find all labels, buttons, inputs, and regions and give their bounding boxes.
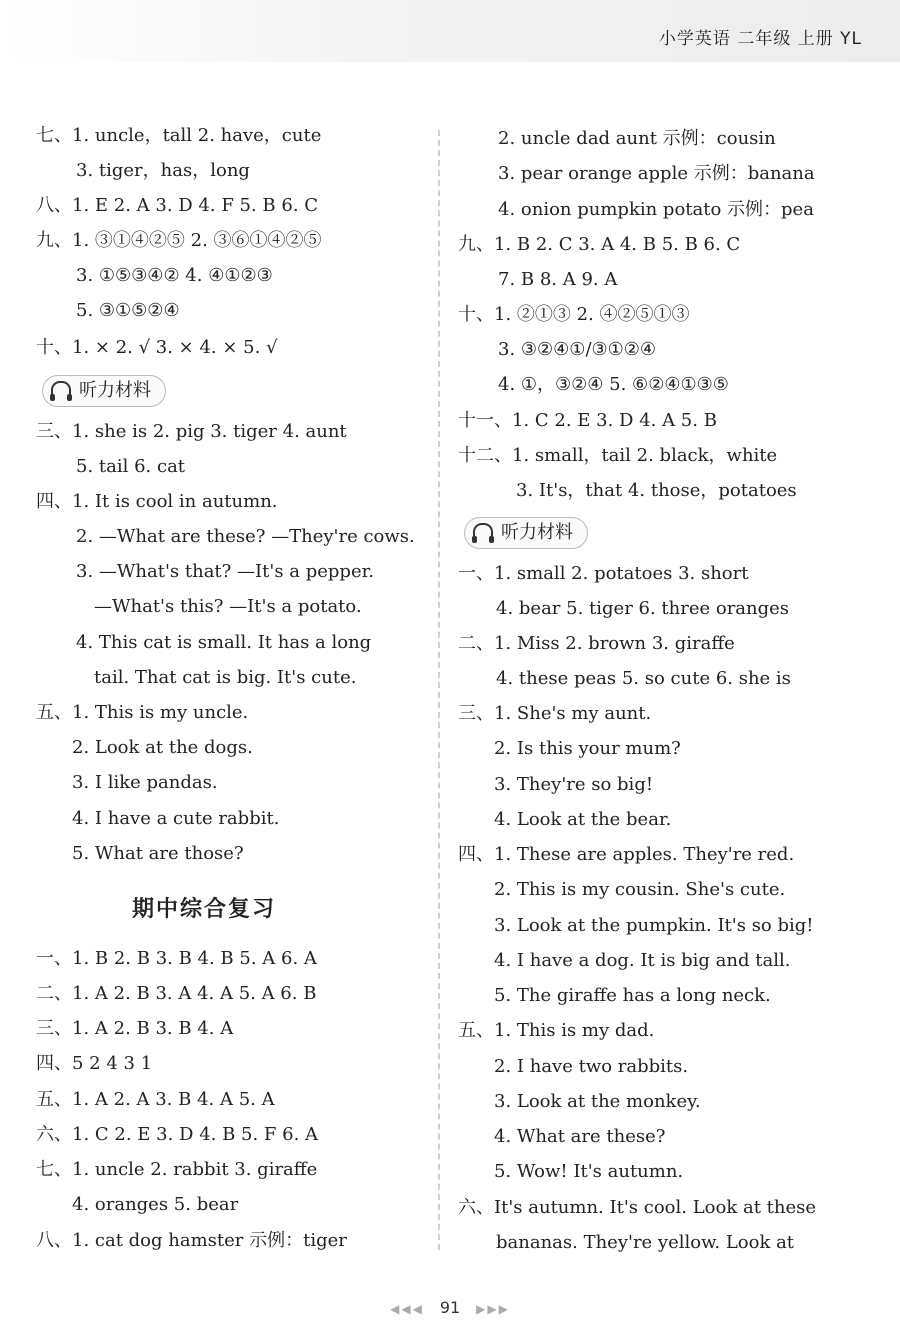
answer-line: 5. The giraffe has a long neck. bbox=[494, 985, 771, 1006]
answer-line: 2. —What are these? —They're cows. bbox=[76, 526, 415, 547]
page-footer bbox=[0, 1298, 900, 1317]
answer-line: 二、1. A 2. B 3. A 4. A 5. A 6. B bbox=[36, 983, 317, 1004]
answer-line: 3. They're so big! bbox=[494, 774, 654, 795]
book-title: 小学英语 二年级 上册 YL bbox=[658, 29, 862, 49]
answer-line: 三、1. A 2. B 3. B 4. A bbox=[36, 1018, 234, 1039]
answer-line: 八、1. E 2. A 3. D 4. F 5. B 6. C bbox=[36, 195, 319, 216]
answer-line: 4. ①，③②④ 5. ⑥②④①③⑤ bbox=[498, 374, 729, 395]
answer-line: 5. What are those? bbox=[72, 843, 244, 864]
answer-line: 3. ③②④①/③①②④ bbox=[498, 339, 657, 360]
answer-line: 3. Look at the pumpkin. It's so big! bbox=[494, 915, 814, 936]
answer-line: bananas. They're yellow. Look at bbox=[496, 1232, 795, 1253]
answer-line: 4. Look at the bear. bbox=[494, 809, 672, 830]
answer-line: 五、1. This is my dad. bbox=[458, 1020, 655, 1041]
answer-line: 五、1. This is my uncle. bbox=[36, 702, 249, 723]
answer-line: 3. tiger，has，long bbox=[76, 160, 250, 181]
listening-label: 听力材料 bbox=[501, 522, 573, 543]
listening-label: 听力材料 bbox=[79, 380, 151, 401]
answer-line: 5. tail 6. cat bbox=[76, 456, 186, 477]
answer-line: 七、1. uncle，tall 2. have，cute bbox=[36, 125, 322, 146]
answer-line: 3. I like pandas. bbox=[72, 772, 218, 793]
answer-line: 2. I have two rabbits. bbox=[494, 1056, 689, 1077]
answer-line: 2. Is this your mum? bbox=[494, 738, 681, 759]
answer-line: 7. B 8. A 9. A bbox=[498, 269, 618, 290]
listening-material-tag bbox=[42, 375, 166, 407]
answer-line: 九、1. B 2. C 3. A 4. B 5. B 6. C bbox=[458, 234, 741, 255]
answer-line: tail. That cat is big. It's cute. bbox=[94, 667, 357, 688]
answer-line: 四、5 2 4 3 1 bbox=[36, 1053, 153, 1074]
headphones-icon bbox=[473, 523, 493, 539]
answer-line: 六、1. C 2. E 3. D 4. B 5. F 6. A bbox=[36, 1124, 319, 1145]
answer-line: 4. onion pumpkin potato 示例：pea bbox=[498, 199, 814, 220]
listening-material-tag bbox=[464, 517, 588, 549]
answer-line: 三、1. she is 2. pig 3. tiger 4. aunt bbox=[36, 421, 347, 442]
answer-line: 五、1. A 2. A 3. B 4. A 5. A bbox=[36, 1089, 275, 1110]
answer-line: 四、1. It is cool in autumn. bbox=[36, 491, 278, 512]
answer-line: 4. oranges 5. bear bbox=[72, 1194, 239, 1215]
page-number: 91 bbox=[439, 1298, 461, 1317]
answer-line: 十、1. × 2. √ 3. × 4. × 5. √ bbox=[36, 337, 278, 358]
answer-line: 5. Wow! It's autumn. bbox=[494, 1161, 684, 1182]
answer-line: 3. —What's that? —It's a pepper. bbox=[76, 561, 374, 582]
answer-line: 一、1. B 2. B 3. B 4. B 5. A 6. A bbox=[36, 948, 317, 969]
page-header bbox=[0, 0, 900, 62]
answer-line: 4. I have a cute rabbit. bbox=[72, 808, 280, 829]
answer-line: 3. pear orange apple 示例：banana bbox=[498, 163, 815, 184]
answer-line: 3. ①⑤③④② 4. ④①②③ bbox=[76, 265, 273, 286]
answer-line: 4. bear 5. tiger 6. three oranges bbox=[496, 598, 790, 619]
headphones-icon bbox=[51, 381, 71, 397]
answer-line: 2. This is my cousin. She's cute. bbox=[494, 879, 786, 900]
answer-line: 2. Look at the dogs. bbox=[72, 737, 253, 758]
answer-line: 3. It's，that 4. those，potatoes bbox=[516, 480, 797, 501]
answer-line: 三、1. She's my aunt. bbox=[458, 703, 652, 724]
answer-line: 十、1. ②①③ 2. ④②⑤①③ bbox=[458, 304, 690, 325]
answer-line: 十一、1. C 2. E 3. D 4. A 5. B bbox=[458, 410, 717, 431]
answer-line: 四、1. These are apples. They're red. bbox=[458, 844, 795, 865]
answer-line: 八、1. cat dog hamster 示例：tiger bbox=[36, 1230, 347, 1251]
answer-line: 二、1. Miss 2. brown 3. giraffe bbox=[458, 633, 735, 654]
answer-line: 4. I have a dog. It is big and tall. bbox=[494, 950, 791, 971]
answer-line: 九、1. ③①④②⑤ 2. ③⑥①④②⑤ bbox=[36, 230, 322, 251]
column-divider bbox=[438, 130, 440, 1250]
prev-arrows-icon: ◀◀◀ bbox=[390, 1302, 424, 1316]
answer-line: 七、1. uncle 2. rabbit 3. giraffe bbox=[36, 1159, 318, 1180]
next-arrows-icon: ▶▶▶ bbox=[476, 1302, 510, 1316]
answer-line: 4. What are these? bbox=[494, 1126, 666, 1147]
answer-line: —What's this? —It's a potato. bbox=[94, 596, 362, 617]
answer-line: 十二、1. small，tail 2. black，white bbox=[458, 445, 778, 466]
answer-line: 4. these peas 5. so cute 6. she is bbox=[496, 668, 791, 689]
answer-line: 2. uncle dad aunt 示例：cousin bbox=[498, 128, 776, 149]
answer-line: 一、1. small 2. potatoes 3. short bbox=[458, 563, 749, 584]
answer-line: 3. Look at the monkey. bbox=[494, 1091, 701, 1112]
answer-line: 六、It's autumn. It's cool. Look at these bbox=[458, 1197, 817, 1218]
section-title: 期中综合复习 bbox=[132, 897, 277, 922]
answer-line: 5. ③①⑤②④ bbox=[76, 300, 180, 321]
answer-line: 4. This cat is small. It has a long bbox=[76, 632, 372, 653]
